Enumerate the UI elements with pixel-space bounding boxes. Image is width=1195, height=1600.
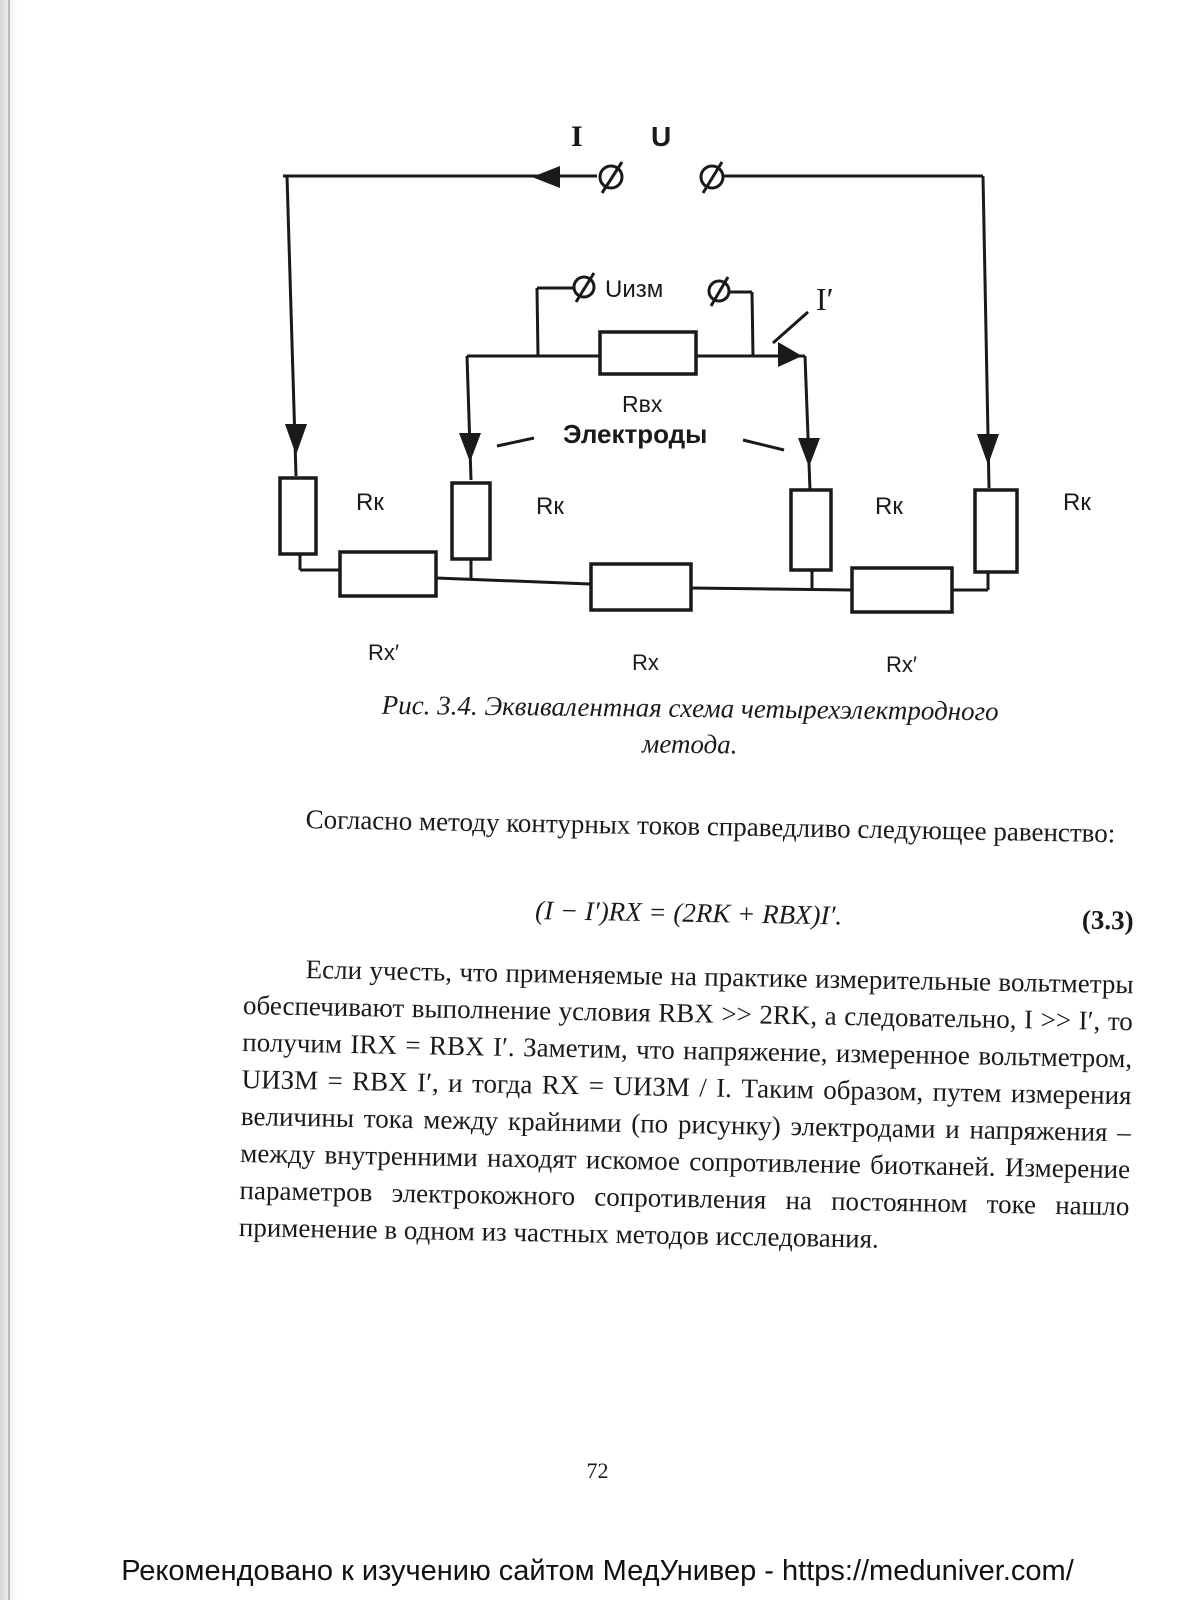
resistor-rx-left (340, 552, 436, 596)
paragraph-indent (244, 977, 306, 978)
arrow-inner-right (798, 438, 820, 467)
caption-line-1: Рис. 3.4. Эквивалентная схема четырехэлектродного (381, 689, 999, 727)
label-current-i: I (571, 120, 583, 153)
label-rk-2: Rк (536, 493, 564, 520)
paragraph-2 (239, 950, 1134, 1262)
circuit-diagram (0, 0, 1195, 690)
arrow-inner-left (459, 433, 481, 462)
arrow-current-out (532, 166, 560, 188)
electrode-pointer-right (743, 440, 784, 450)
wire-bottom-c (436, 578, 590, 584)
wire-voltmeter-left-v (537, 288, 538, 356)
wire-inner-right (805, 356, 810, 490)
resistor-rk-4 (975, 490, 1017, 572)
equation-3-3 (243, 890, 1134, 946)
page-number: 72 (586, 1458, 609, 1483)
wire-inner-left (467, 356, 471, 480)
paragraph-1 (243, 800, 1134, 853)
equation-number: (3.3) (1081, 904, 1134, 936)
label-rx-middle: Rx (632, 650, 659, 675)
arrow-outer-left (285, 424, 307, 455)
equation-formula: (I − I′)RX = (2RK + RBX)I′. (534, 895, 843, 931)
caption-line-2: метода. (641, 728, 738, 760)
arrow-i-prime (778, 342, 802, 367)
label-u-meas: Uизм (605, 276, 664, 303)
resistor-rk-1 (280, 478, 316, 554)
resistor-r-in (600, 332, 696, 374)
label-r-in: Rвх (622, 391, 663, 417)
label-electrodes: Электроды (563, 419, 708, 449)
paragraph-2-text: Если учесть, что применяемые на практике измерительные вольтметры обеспечивают выполнение условия RBX >> 2RK, а следовательно, I >> I′, то получим IRX = RBX I′. Заметим, что напряжение, измеренное вольтметром, UИЗМ = RBX I′, и тогда RX = UИЗМ / I. Таким образом, путем измерения величины тока между крайними (по рисунку) электродами и напряжения – между внутренними находят искомое сопротивление биотканей. Измерение параметров электрокожного сопротивления на постоянном токе нашло применение в одном из частных методов исследования. (238, 954, 1134, 1254)
figure-caption (280, 686, 1101, 767)
label-rx-left: Rx′ (368, 640, 400, 665)
label-rk-3: Rк (875, 493, 903, 520)
wire-bottom-e (690, 588, 852, 590)
arrow-outer-right (977, 434, 999, 465)
label-i-prime: I′ (816, 281, 834, 317)
paragraph-indent (244, 827, 306, 828)
i-prime-pointer (773, 312, 808, 343)
paragraph-1-text: Согласно методу контурных токов справедливо следующее равенство: (305, 804, 1116, 849)
footer-recommendation: Рекомендовано к изучению сайтом МедУнивер - https://meduniver.com/ (121, 1555, 1074, 1587)
resistor-rx-middle (591, 564, 691, 610)
resistor-rx-right (852, 568, 952, 612)
label-rk-4: Rк (1063, 489, 1091, 516)
label-rx-right: Rx′ (886, 652, 918, 677)
resistor-rk-3 (791, 490, 831, 570)
electrode-pointer-left (497, 438, 534, 446)
resistor-rk-2 (452, 483, 490, 559)
label-rk-1: Rк (356, 489, 384, 516)
wire-voltmeter-right-v (752, 292, 753, 356)
label-voltage-u: U (651, 121, 672, 152)
